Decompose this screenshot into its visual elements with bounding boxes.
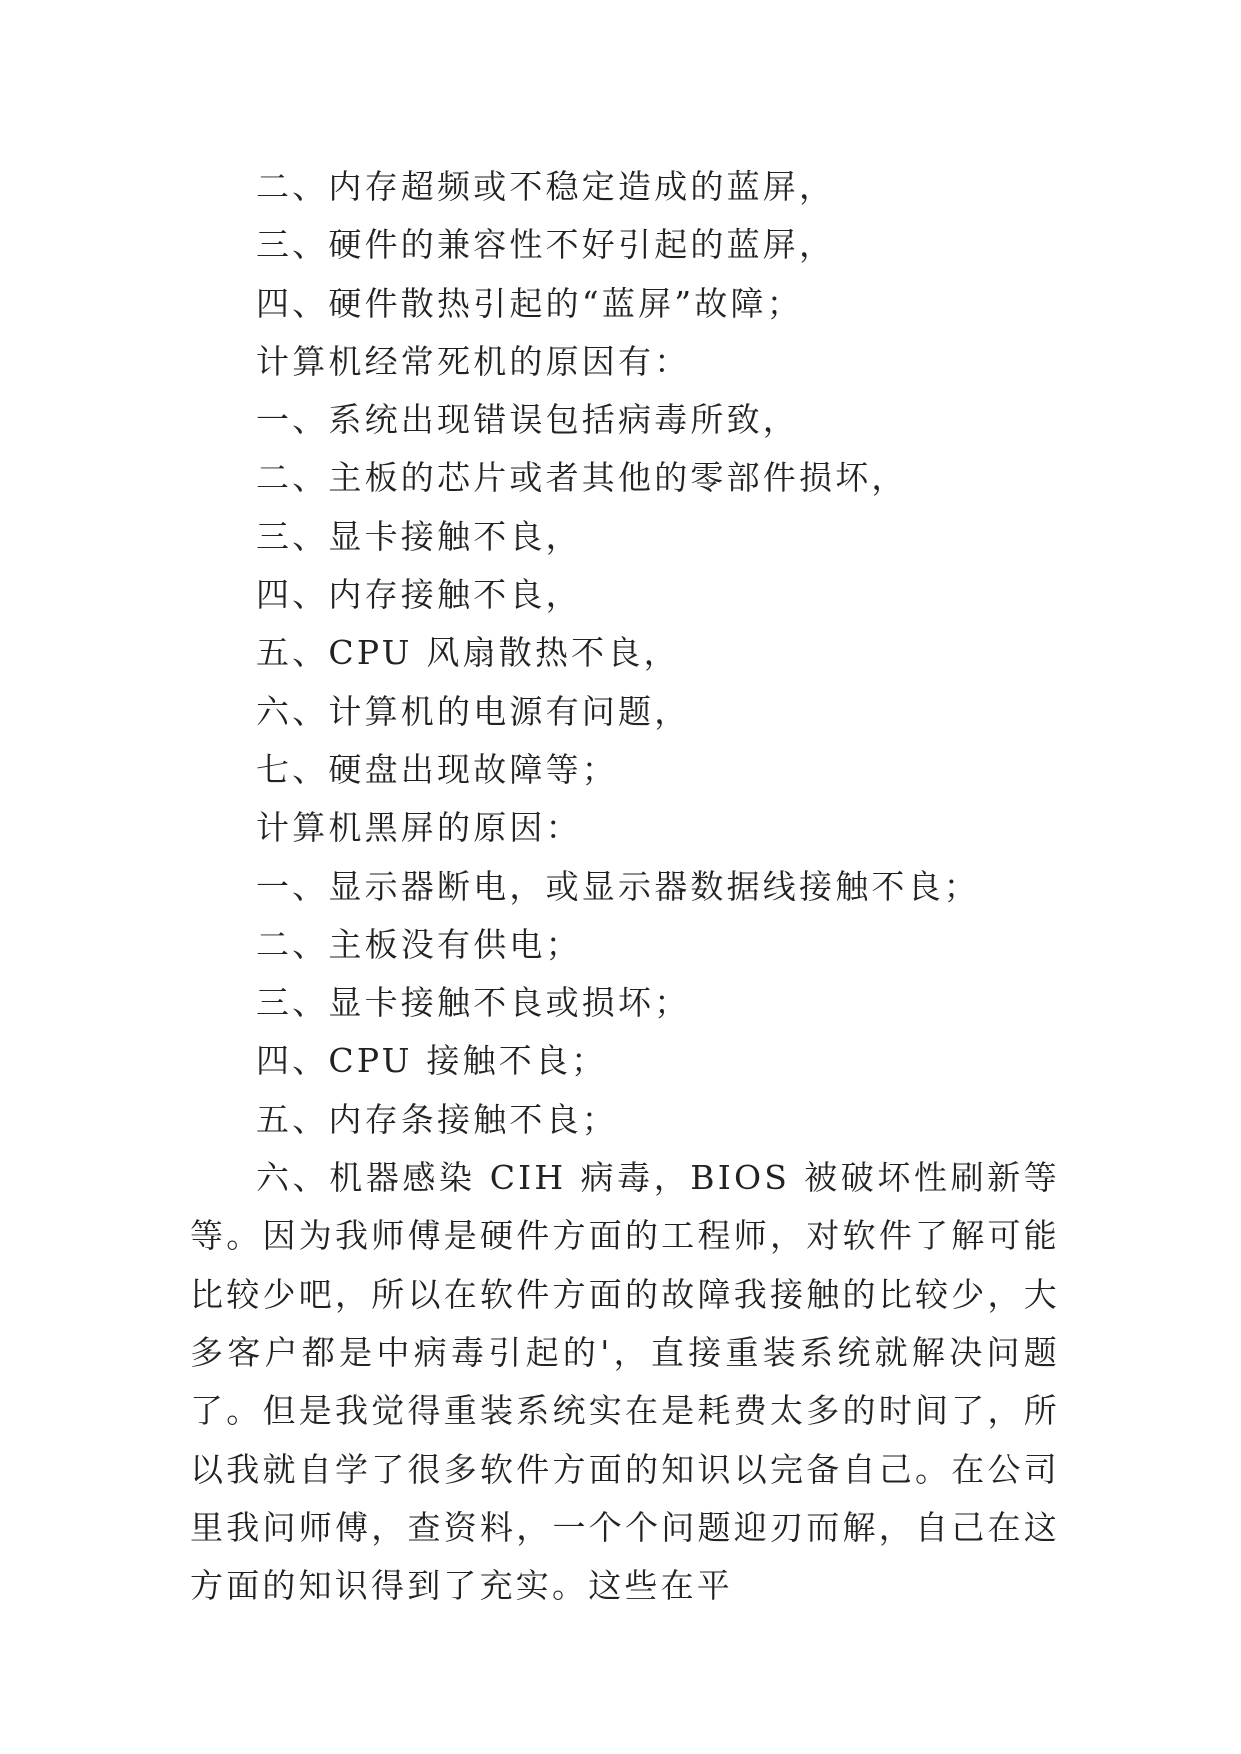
text-line: 七、硬盘出现故障等； <box>256 749 618 789</box>
section-heading: 计算机黑屏的原因： <box>256 808 582 848</box>
closing-paragraph: 六、机器感染 CIH 病毒，BIOS 被破坏性刷新等等。因为我师傅是硬件方面的工程师，对软件了解可能比较少吧，所以在软件方面的故障我接触的比较少，大多客户都是中病毒引起的'，直接重装系统就解决问题了。但是我觉得重装系统实在是耗费太多的时间了，所以我就自学了很多软件方面的知识以完备自己。在公司里我问师傅，查资料，一个个问题迎刃而解，自己在这方面的知识得到了充实。这些在平 <box>190 1158 1060 1606</box>
document-body <box>190 158 1060 1615</box>
text-line: 二、内存超频或不稳定造成的蓝屏， <box>256 167 836 206</box>
text-line: 三、显卡接触不良， <box>256 516 582 556</box>
text-line: 二、主板的芯片或者其他的零部件损坏， <box>256 458 908 498</box>
text-line: 四、CPU 接触不良； <box>256 1041 608 1081</box>
text-line: 二、主板没有供电； <box>256 924 582 964</box>
text-line: 三、硬件的兼容性不好引起的蓝屏， <box>256 225 836 265</box>
text-line: 三、显卡接触不良或损坏； <box>256 983 691 1023</box>
text-line: 四、内存接触不良， <box>256 575 582 615</box>
text-line: 一、显示器断电，或显示器数据线接触不良； <box>256 866 980 906</box>
text-line: 五、CPU 风扇散热不良， <box>256 633 680 673</box>
text-line: 一、系统出现错误包括病毒所致， <box>256 400 799 440</box>
text-line: 六、计算机的电源有问题， <box>256 691 691 731</box>
text-line: 四、硬件散热引起的“蓝屏”故障； <box>256 283 803 323</box>
section-heading: 计算机经常死机的原因有： <box>256 341 691 381</box>
text-line: 五、内存条接触不良； <box>256 1099 618 1139</box>
